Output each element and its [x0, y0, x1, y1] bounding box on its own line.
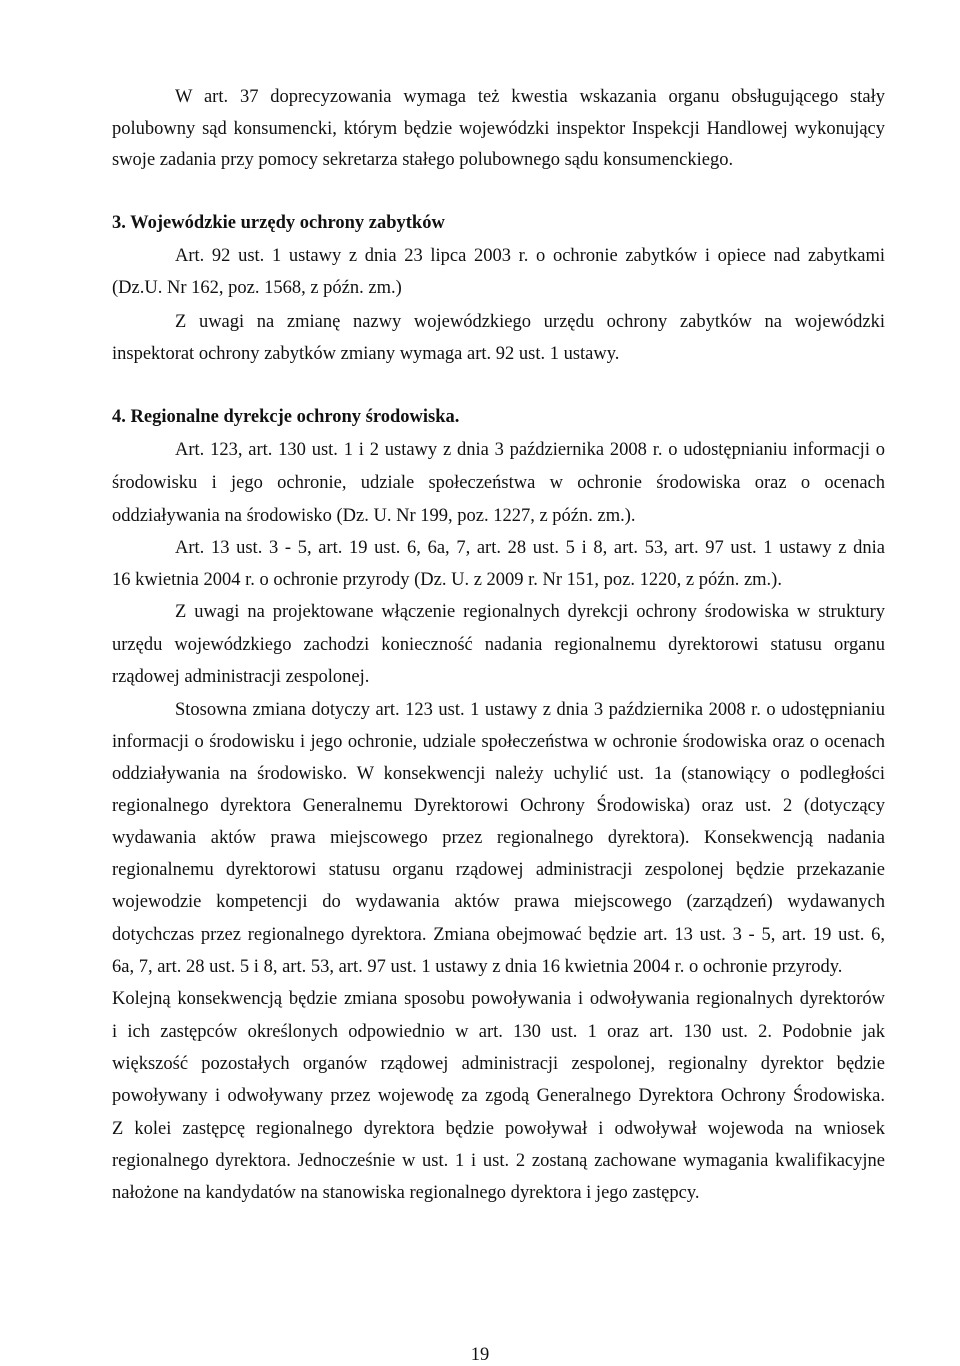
text-line-10: Art. 123, art. 130 ust. 1 i 2 ustawy z dnia 3 października 2008 r. o udostępnianiu informacji o — [175, 440, 885, 460]
text-line-27: Kolejną konsekwencją będzie zmiana sposobu powoływania i odwoływania regionalnych dyrektorów — [112, 989, 885, 1009]
section-heading-3: 3. Wojewódzkie urzędy ochrony zabytków — [112, 213, 445, 233]
text-line-17: rządowej administracji zespolonej. — [112, 667, 370, 687]
page-number: 19 — [470, 1345, 490, 1365]
text-line-16: urzędu wojewódzkiego zachodzi konieczność nadania regionalnemu dyrektorowi statusu organu — [112, 635, 885, 655]
text-line-29: większość pozostałych organów rządowej administracji zespolonej, regionalny dyrektor będzie — [112, 1054, 885, 1074]
text-line-33: nałożone na kandydatów na stanowiska regionalnego dyrektora i jego zastępcy. — [112, 1183, 700, 1203]
text-line-6: (Dz.U. Nr 162, poz. 1568, z późn. zm.) — [112, 278, 402, 298]
text-line-28: i ich zastępców określonych odpowiednio w art. 130 ust. 1 oraz art. 130 ust. 2. Podobnie jak — [112, 1022, 885, 1042]
text-line-2: polubowny sąd konsumencki, którym będzie wojewódzki inspektor Inspekcji Handlowej wykonujący — [112, 119, 885, 139]
text-line-23: regionalnemu dyrektorowi statusu organu rządowej administracji zespolonej będzie przekazanie — [112, 860, 885, 880]
text-line-20: oddziaływania na środowisko. W konsekwencji należy uchylić ust. 1a (stanowiący o podległości — [112, 764, 885, 784]
text-line-18: Stosowna zmiana dotyczy art. 123 ust. 1 ustawy z dnia 3 października 2008 r. o udostępnianiu — [175, 700, 885, 720]
text-line-1: W art. 37 doprecyzowania wymaga też kwestia wskazania organu obsługującego stały — [175, 87, 885, 107]
text-line-8: inspektorat ochrony zabytków zmiany wymaga art. 92 ust. 1 ustawy. — [112, 344, 620, 364]
text-line-21: regionalnego dyrektora Generalnemu Dyrektorowi Ochrony Środowiska) oraz ust. 2 (dotyczący — [112, 796, 885, 816]
text-line-24: wojewodzie kompetencji do wydawania aktów prawa miejscowego (zarządzeń) wydawanych — [112, 892, 885, 912]
text-line-30: powoływany i odwoływany przez wojewodę za zgodą Generalnego Dyrektora Ochrony Środowiska. — [112, 1086, 885, 1106]
text-line-12: oddziaływania na środowisko (Dz. U. Nr 199, poz. 1227, z późn. zm.). — [112, 506, 636, 526]
text-line-25: dotychczas przez regionalnego dyrektora. Zmiana obejmować będzie art. 13 ust. 3 - 5, art. 19 ust. 6, — [112, 925, 885, 945]
text-line-3: swoje zadania przy pomocy sekretarza stałego polubownego sądu konsumenckiego. — [112, 150, 734, 170]
text-line-14: 16 kwietnia 2004 r. o ochronie przyrody (Dz. U. z 2009 r. Nr 151, poz. 1220, z późn. zm.). — [112, 570, 782, 590]
text-line-7: Z uwagi na zmianę nazwy wojewódzkiego urzędu ochrony zabytków na wojewódzki — [175, 312, 885, 332]
text-line-32: regionalnego dyrektora. Jednocześnie w ust. 1 i ust. 2 zostaną zachowane wymagania kwalifikacyjne — [112, 1151, 885, 1171]
text-line-15: Z uwagi na projektowane włączenie regionalnych dyrekcji ochrony środowiska w struktury — [175, 602, 885, 622]
text-line-13: Art. 13 ust. 3 - 5, art. 19 ust. 6, 6a, 7, art. 28 ust. 5 i 8, art. 53, art. 97 ust. 1 ustawy z dnia — [175, 538, 885, 558]
text-line-5: Art. 92 ust. 1 ustawy z dnia 23 lipca 2003 r. o ochronie zabytków i opiece nad zabytkami — [175, 246, 885, 266]
text-line-19: informacji o środowisku i jego ochronie, udziale społeczeństwa w ochronie środowiska oraz o ocenach — [112, 732, 885, 752]
section-heading-4: 4. Regionalne dyrekcje ochrony środowiska. — [112, 407, 460, 427]
text-line-22: wydawania aktów prawa miejscowego przez regionalnego dyrektora). Konsekwencją nadania — [112, 828, 885, 848]
text-line-26: 6a, 7, art. 28 ust. 5 i 8, art. 53, art. 97 ust. 1 ustawy z dnia 16 kwietnia 2004 r. o ochronie przyrody. — [112, 957, 843, 977]
text-line-31: Z kolei zastępcę regionalnego dyrektora będzie powoływał i odwoływał wojewoda na wniosek — [112, 1119, 885, 1139]
text-line-11: środowisku i jego ochronie, udziale społeczeństwa w ochronie środowiska oraz o ocenach — [112, 473, 885, 493]
